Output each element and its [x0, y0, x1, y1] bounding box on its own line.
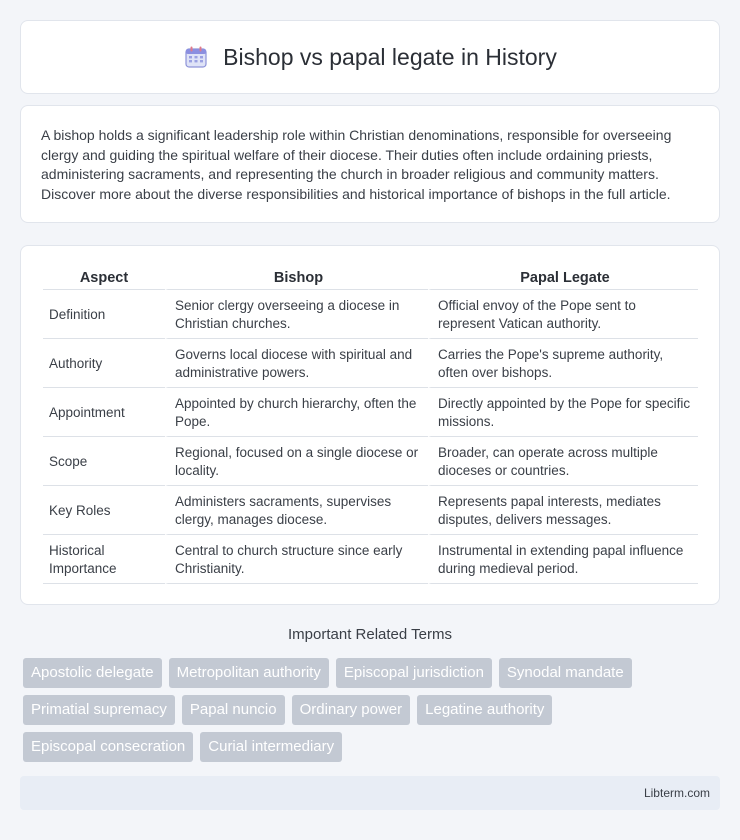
footer	[20, 776, 720, 810]
table-row	[43, 437, 698, 486]
row-papal-legate: Instrumental in extending papal influence during medieval period.	[428, 535, 698, 584]
related-term-tag[interactable]: Ordinary power	[292, 695, 411, 725]
row-bishop: Senior clergy overseeing a diocese in Christian churches.	[165, 290, 428, 339]
related-term-tag[interactable]: Primatial supremacy	[23, 695, 175, 725]
row-bishop: Appointed by church hierarchy, often the Pope.	[165, 388, 428, 437]
header-papal-legate: Papal Legate	[428, 264, 698, 290]
row-bishop: Regional, focused on a single diocese or locality.	[165, 437, 428, 486]
table-row	[43, 290, 698, 339]
row-bishop: Governs local diocese with spiritual and administrative powers.	[165, 339, 428, 388]
table-row	[43, 535, 698, 584]
row-aspect: Scope	[43, 437, 165, 486]
intro-card	[20, 105, 720, 223]
header-aspect: Aspect	[43, 264, 165, 290]
related-term-tag[interactable]: Synodal mandate	[499, 658, 632, 688]
related-term-tag[interactable]: Legatine authority	[417, 695, 552, 725]
row-aspect: Authority	[43, 339, 165, 388]
row-aspect: Definition	[43, 290, 165, 339]
row-papal-legate: Official envoy of the Pope sent to represent Vatican authority.	[428, 290, 698, 339]
row-aspect: Key Roles	[43, 486, 165, 535]
footer-site-link[interactable]: Libterm.com	[643, 786, 710, 800]
related-term-tag[interactable]: Episcopal jurisdiction	[336, 658, 492, 688]
row-papal-legate: Broader, can operate across multiple dioceses or countries.	[428, 437, 698, 486]
related-terms-list	[23, 658, 713, 762]
page-title: Bishop vs papal legate in History	[223, 43, 557, 70]
row-papal-legate: Directly appointed by the Pope for specific missions.	[428, 388, 698, 437]
row-papal-legate: Represents papal interests, mediates disputes, delivers messages.	[428, 486, 698, 535]
related-term-tag[interactable]: Curial intermediary	[200, 732, 342, 762]
table-row	[43, 486, 698, 535]
comparison-table-card	[20, 245, 720, 605]
table-row	[43, 388, 698, 437]
related-term-tag[interactable]: Metropolitan authority	[169, 658, 329, 688]
table-row	[43, 339, 698, 388]
comparison-table	[43, 264, 698, 584]
calendar-icon	[183, 44, 209, 70]
header-bishop: Bishop	[165, 264, 428, 290]
row-papal-legate: Carries the Pope's supreme authority, often over bishops.	[428, 339, 698, 388]
row-aspect: Appointment	[43, 388, 165, 437]
related-terms-title: Important Related Terms	[288, 626, 452, 643]
title-wrap	[183, 44, 557, 71]
related-term-tag[interactable]: Episcopal consecration	[23, 732, 193, 762]
table-header-row	[43, 264, 698, 290]
row-bishop: Administers sacraments, supervises clergy, manages diocese.	[165, 486, 428, 535]
intro-text: A bishop holds a significant leadership role within Christian denominations, responsible for overseeing clergy and guiding the spiritual welfare of their diocese. Their duties often include ordaining priests, administering sacraments, and representing the church in broader religious and community matters. Discover more about the diverse responsibilities and historical importance of bishops in the full article.	[41, 127, 672, 202]
header-card	[20, 20, 720, 94]
row-bishop: Central to church structure since early Christianity.	[165, 535, 428, 584]
row-aspect: Historical Importance	[43, 535, 165, 584]
related-term-tag[interactable]: Apostolic delegate	[23, 658, 162, 688]
related-term-tag[interactable]: Papal nuncio	[182, 695, 285, 725]
